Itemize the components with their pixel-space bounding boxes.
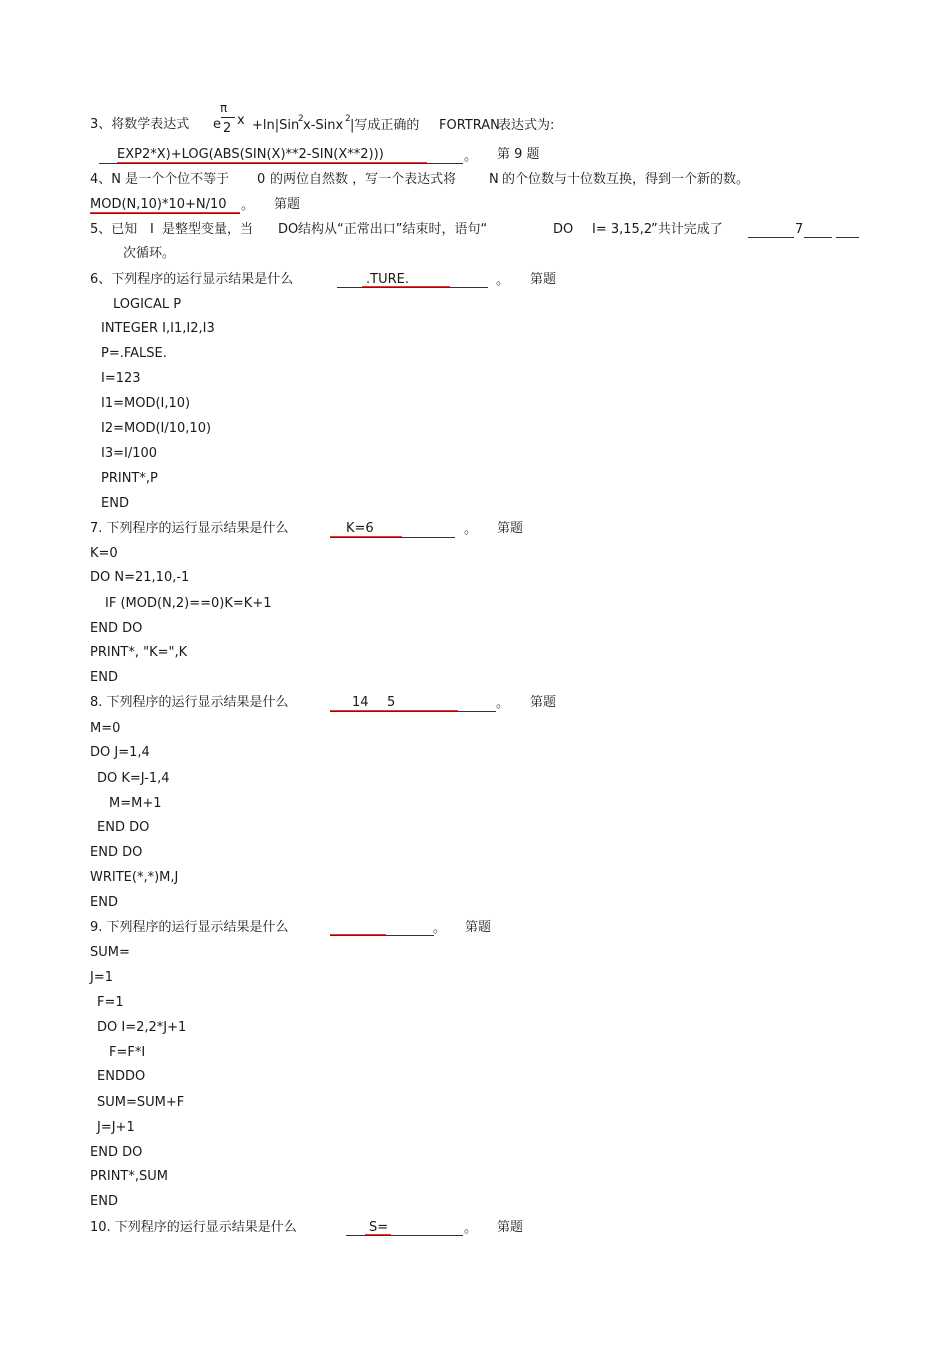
q3-ln-part: +ln|Sin xyxy=(252,118,300,133)
code-line: SUM= xyxy=(90,945,130,960)
code-line: F=1 xyxy=(97,995,124,1010)
q5-answer: 7 xyxy=(795,222,804,237)
code-line: SUM=SUM+F xyxy=(97,1095,185,1110)
q4-text1: 的两位自然数 ，写一个表达式将 xyxy=(270,172,457,187)
q4-zero: 0 xyxy=(257,172,266,187)
e-symbol: e xyxy=(213,117,221,132)
q8-answer-j: 5 xyxy=(387,695,396,710)
q5-text1: 是整型变量，当 xyxy=(162,222,254,237)
q4-n: N xyxy=(489,172,499,187)
code-line: J=1 xyxy=(90,970,113,985)
q10-period: 。 xyxy=(464,1221,478,1236)
code-line: F=F*I xyxy=(109,1045,146,1060)
code-line: LOGICAL P xyxy=(113,297,182,312)
code-line: DO K=J-1,4 xyxy=(97,771,170,786)
code-line: DO J=1,4 xyxy=(90,745,150,760)
q9-period: 。 xyxy=(433,921,447,936)
fraction-denominator: 2 xyxy=(223,121,232,136)
q3-fortran: FORTRAN xyxy=(439,118,500,133)
q9-answer-underline xyxy=(330,935,434,936)
q8-answer-red-mark xyxy=(330,710,458,711)
code-line: END xyxy=(90,895,118,910)
q10-answer: S= xyxy=(369,1220,389,1235)
q10-answer-red-mark xyxy=(365,1234,391,1235)
code-line: DO N=21,10,-1 xyxy=(90,570,190,585)
q5-label: 5、已知 xyxy=(90,222,138,237)
q7-answer-underline xyxy=(330,537,455,538)
q7-answer: K=6 xyxy=(346,521,374,536)
q4-answer-underline xyxy=(90,213,240,214)
q4-text2: 的个位数与十位数互换，得到一个新的数。 xyxy=(502,172,750,187)
q6-source: 第题 xyxy=(530,272,557,287)
code-line: I3=I/100 xyxy=(101,446,158,461)
code-line: PRINT*, "K=",K xyxy=(90,645,188,660)
q4-answer: MOD(N,10)*10+N/10 xyxy=(90,197,227,212)
q5-text3: ”共计完成了 xyxy=(651,222,723,237)
q6-answer-red-mark xyxy=(362,286,450,287)
q8-answer-underline xyxy=(330,711,496,712)
q5-do: DO xyxy=(278,222,299,237)
code-line: I1=MOD(I,10) xyxy=(101,396,191,411)
code-line: ENDDO xyxy=(97,1069,146,1084)
q7-source: 第题 xyxy=(497,521,524,536)
q7-period: 。 xyxy=(464,522,478,537)
q4-label: 4、N 是一个个位不等于 xyxy=(90,172,230,187)
pi-symbol: π xyxy=(220,101,228,115)
exponent-x: x xyxy=(237,113,245,128)
code-line: END xyxy=(101,496,129,511)
code-line: K=0 xyxy=(90,546,118,561)
q5-text2: 结构从“正常出口”结束时，语句“ xyxy=(298,222,488,237)
q6-answer: .TURE. xyxy=(366,272,409,287)
q3-tail2: 表达式为: xyxy=(498,118,555,133)
code-line: PRINT*,SUM xyxy=(90,1169,168,1184)
code-line: END DO xyxy=(90,845,143,860)
q10-label: 10. 下列程序的运行显示结果是什么 xyxy=(90,1220,297,1235)
code-line: DO I=2,2*J+1 xyxy=(97,1020,187,1035)
q5-do2: DO xyxy=(553,222,574,237)
code-line: END DO xyxy=(97,820,150,835)
code-line: IF (MOD(N,2)==0)K=K+1 xyxy=(105,596,272,611)
code-line: P=.FALSE. xyxy=(101,346,167,361)
q8-source: 第题 xyxy=(530,695,557,710)
q7-answer-red-mark xyxy=(330,536,402,537)
code-line: J=J+1 xyxy=(97,1120,135,1135)
q5-i: I xyxy=(150,222,154,237)
q9-source: 第题 xyxy=(465,920,492,935)
q3-superscript-1: 2 xyxy=(298,114,304,124)
q10-source: 第题 xyxy=(497,1220,524,1235)
q9-label: 9. 下列程序的运行显示结果是什么 xyxy=(90,920,289,935)
q9-answer-red-mark xyxy=(330,934,386,935)
q5-underline-mid xyxy=(804,237,832,238)
q3-tail: |写成正确的 xyxy=(350,118,420,133)
code-line: I=123 xyxy=(101,371,141,386)
q5-line2: 次循环。 xyxy=(123,246,176,261)
q3-answer: EXP2*X)+LOG(ABS(SIN(X)**2-SIN(X**2))) xyxy=(117,147,384,162)
q6-period: 。 xyxy=(496,273,510,288)
q5-underline-right xyxy=(836,237,859,238)
code-line: PRINT*,P xyxy=(101,471,158,486)
q4-answer-red-mark xyxy=(90,212,240,213)
q6-answer-underline xyxy=(337,287,488,288)
q3-answer-red-mark xyxy=(117,162,427,163)
q3-label: 3、将数学表达式 xyxy=(90,117,190,132)
q4-source: 第题 xyxy=(274,197,301,212)
q10-answer-underline xyxy=(346,1235,463,1236)
q3-answer-underline xyxy=(99,163,463,164)
q3-superscript-2: 2 xyxy=(345,114,351,124)
code-line: END DO xyxy=(90,1145,143,1160)
q7-label: 7. 下列程序的运行显示结果是什么 xyxy=(90,521,289,536)
code-line: END xyxy=(90,670,118,685)
code-line: END xyxy=(90,1194,118,1209)
code-line: M=0 xyxy=(90,721,121,736)
q3-source: 第 9 题 xyxy=(497,147,540,162)
code-line: I2=MOD(I/10,10) xyxy=(101,421,212,436)
code-line: WRITE(*,*)M,J xyxy=(90,870,179,885)
code-line: END DO xyxy=(90,621,143,636)
fraction-bar xyxy=(221,117,235,118)
code-line: M=M+1 xyxy=(109,796,162,811)
q3-period: 。 xyxy=(464,149,478,164)
q5-statement: I= 3,15,2 xyxy=(592,222,653,237)
q8-period: 。 xyxy=(496,696,510,711)
q4-period: 。 xyxy=(241,198,255,213)
q6-label: 6、下列程序的运行显示结果是什么 xyxy=(90,272,294,287)
code-line: INTEGER I,I1,I2,I3 xyxy=(101,321,215,336)
q5-underline-left xyxy=(748,237,794,238)
q8-answer-m: 14 xyxy=(352,695,369,710)
q8-label: 8. 下列程序的运行显示结果是什么 xyxy=(90,695,289,710)
q3-mid: x-Sinx xyxy=(303,118,344,133)
